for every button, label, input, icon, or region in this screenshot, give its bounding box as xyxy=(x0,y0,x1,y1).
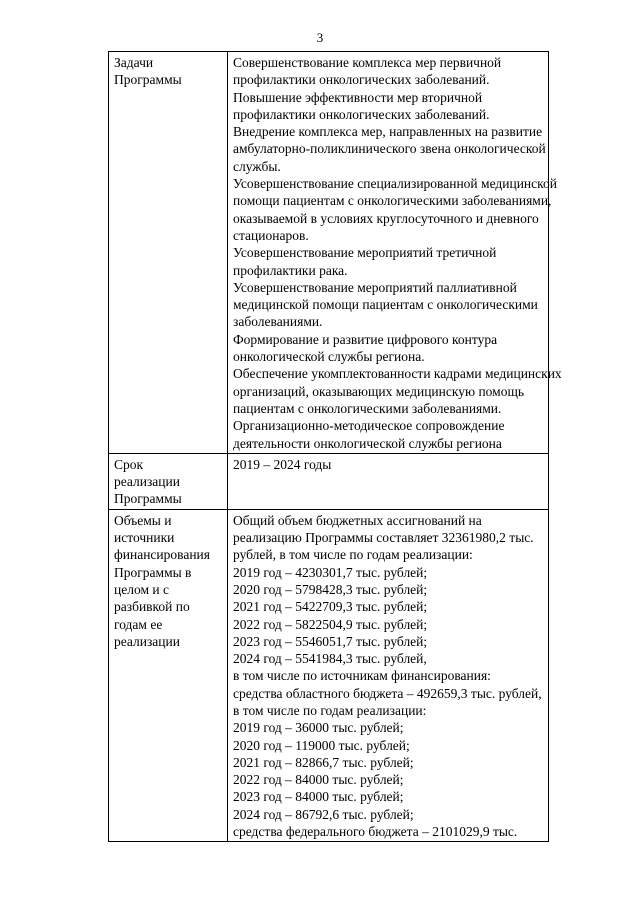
content-line: в том числе по годам реализации: xyxy=(233,702,427,718)
content-line: Усовершенствование мероприятий третичной xyxy=(233,245,497,261)
row-label-program-tasks xyxy=(109,52,228,454)
table-row-program-tasks xyxy=(109,52,549,454)
content-line: деятельности онкологической службы региона xyxy=(233,435,502,451)
content-line: пациентам с онкологическими заболеваниями. xyxy=(233,400,502,416)
content-line: организаций, оказывающих медицинскую помощь xyxy=(233,383,525,399)
content-line: 2019 год – 36000 тыс. рублей; xyxy=(233,720,404,736)
content-line: Обеспечение укомплектованности кадрами медицинских xyxy=(233,366,562,382)
content-line: Организационно-методическое сопровождение xyxy=(233,418,505,434)
content-line: помощи пациентам с онкологическими заболеваниями, xyxy=(233,193,552,209)
table-row-program-funding xyxy=(109,509,549,842)
content-line: профилактики онкологических заболеваний. xyxy=(233,106,490,122)
content-line: медицинской помощи пациентам с онкологическими xyxy=(233,297,538,313)
program-passport-table xyxy=(108,51,562,842)
content-line: 2024 год – 5541984,3 тыс. рублей, xyxy=(233,651,427,667)
content-line: 2020 год – 119000 тыс. рублей; xyxy=(233,737,410,753)
content-line: профилактики рака. xyxy=(233,262,348,278)
label-line: Программы в xyxy=(114,564,192,580)
label-line: разбивкой по xyxy=(114,599,190,615)
content-line: в том числе по источникам финансирования: xyxy=(233,668,491,684)
content-line: заболеваниями. xyxy=(233,314,323,330)
content-line: оказываемой в условиях круглосуточного и дневного xyxy=(233,210,539,226)
label-line: Программы xyxy=(114,491,182,507)
content-line: средства областного бюджета – 492659,3 тыс. рублей, xyxy=(233,685,542,701)
content-line: 2019 год – 4230301,7 тыс. рублей; xyxy=(233,564,428,580)
content-line: 2021 год – 5422709,3 тыс. рублей; xyxy=(233,599,428,615)
content-line: 2020 год – 5798428,3 тыс. рублей; xyxy=(233,581,428,597)
label-line: Задачи xyxy=(114,55,154,70)
label-line: реализации xyxy=(114,633,180,649)
content-line: 2024 год – 86792,6 тыс. рублей; xyxy=(233,806,414,822)
row-content-program-period xyxy=(228,453,549,509)
content-line: 2022 год – 5822504,9 тыс. рублей; xyxy=(233,616,428,632)
content-line: стационаров. xyxy=(233,227,309,243)
content-line: профилактики онкологических заболеваний. xyxy=(233,72,490,88)
content-line: Совершенствование комплекса мер первичной xyxy=(233,55,502,70)
content-line: Повышение эффективности мер вторичной xyxy=(233,89,483,105)
label-line: Объемы и xyxy=(114,512,172,528)
content-line: Формирование и развитие цифрового контура xyxy=(233,331,498,347)
label-line: Срок xyxy=(114,456,144,472)
page-number: 3 xyxy=(316,30,324,45)
content-line: онкологической службы региона. xyxy=(233,349,425,365)
row-label-program-period xyxy=(109,453,228,509)
content-line: средства федерального бюджета – 2101029,9 тыс. xyxy=(233,824,518,840)
content-line: 2023 год – 5546051,7 тыс. рублей; xyxy=(233,633,428,649)
content-line: рублей, в том числе по годам реализации: xyxy=(233,547,473,563)
row-content-program-funding xyxy=(228,509,549,842)
table-row-program-period xyxy=(109,453,549,509)
row-content-program-tasks xyxy=(228,52,562,454)
label-line: финансирования xyxy=(114,547,210,563)
label-line: реализации xyxy=(114,474,180,490)
label-line: целом и с xyxy=(114,581,169,597)
content-line: 2021 год – 82866,7 тыс. рублей; xyxy=(233,754,414,770)
row-label-program-funding xyxy=(109,509,228,842)
label-line: источники xyxy=(114,530,175,546)
content-line: реализацию Программы составляет 32361980,2 тыс. xyxy=(233,530,534,546)
content-line: Общий объем бюджетных ассигнований на xyxy=(233,512,482,528)
content-line: Внедрение комплекса мер, направленных на развитие xyxy=(233,124,543,140)
content-line: службы. xyxy=(233,158,281,174)
label-line: годам ее xyxy=(114,616,163,632)
content-line: 2023 год – 84000 тыс. рублей; xyxy=(233,789,404,805)
content-line: амбулаторно-поликлинического звена онкологической xyxy=(233,141,546,157)
content-line: 2022 год – 84000 тыс. рублей; xyxy=(233,772,404,788)
content-line: 2019 – 2024 годы xyxy=(233,456,332,472)
label-line: Программы xyxy=(114,72,182,88)
content-line: Усовершенствование мероприятий паллиативной xyxy=(233,279,517,295)
content-line: Усовершенствование специализированной медицинской xyxy=(233,176,557,192)
